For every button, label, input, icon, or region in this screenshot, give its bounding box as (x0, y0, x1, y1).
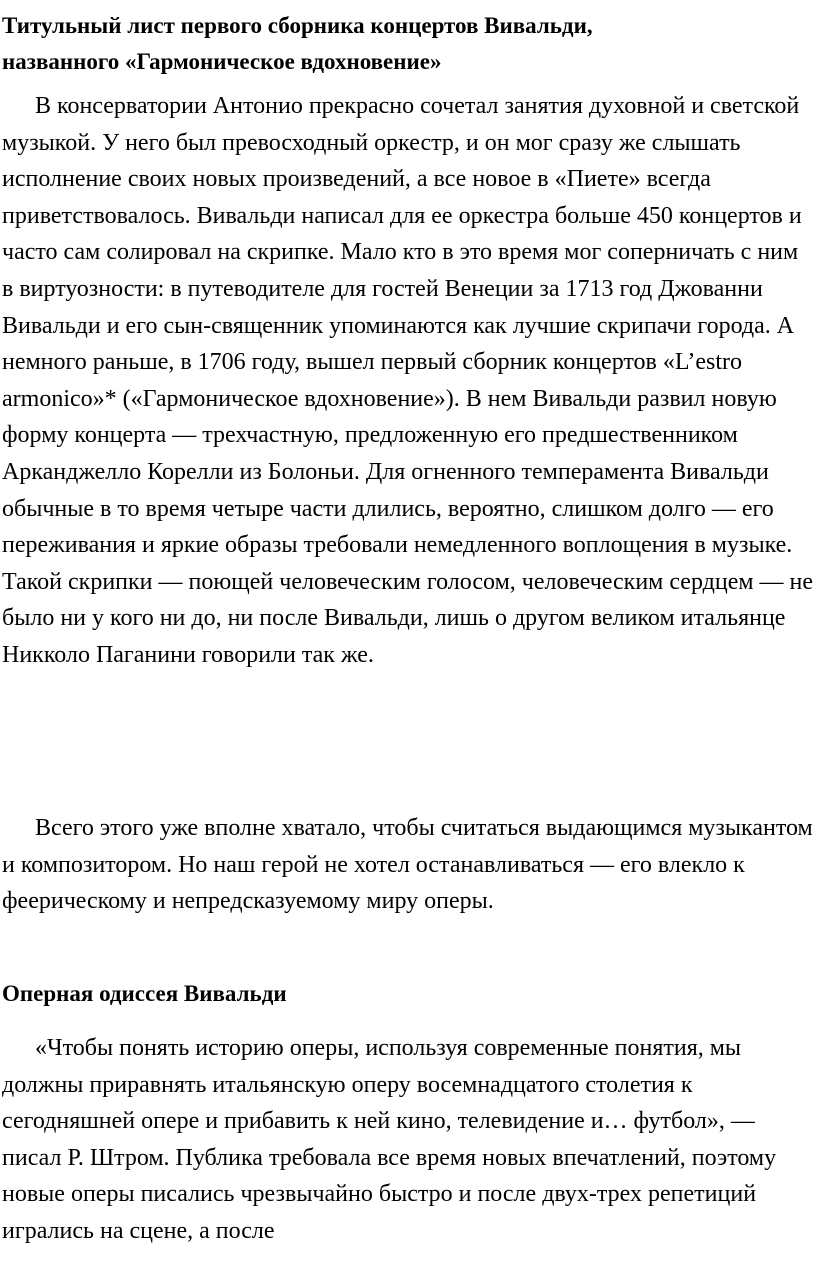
section-heading: Оперная одиссея Вивальди (2, 981, 287, 1006)
paragraph-conservatory: В консерватории Антонио прекрасно сочетал занятия духовной и светской музыкой. У него был превосходный оркестр, и он мог сразу же слышать исполнение своих новых произведений, а все новое в «Пиете» всегда приветствовалось. Вивальди написал для ее оркестра больше 450 концертов и часто сам солировал на скрипке. Мало кто в это время мог соперничать с ним в виртуозности: в путеводителе для гостей Венеции за 1713 год Джованни Вивальди и его сын-священник упоминаются как лучшие скрипачи города. А немного раньше, в 1706 году, вышел первый сборник концертов «L’estro armonico»* («Гармоническое вдохновение»). В нем Вивальди развил новую форму концерта — трехчастную, предложенную его предшественником Арканджелло Корелли из Болоньи. Для огненного темперамента Вивальди обычные в то время четыре части длились, вероятно, слишком долго — его переживания и яркие образы требовали немедленного воплощения в музыке. Такой скрипки — поющей человеческим голосом, человеческим сердцем — не было ни у кого ни до, ни после Вивальди, лишь о другом великом итальянце Никколо Паганини говорили так же. (2, 93, 814, 668)
paragraph-composer: Всего этого уже вполне хватало, чтобы считаться выдающимся музыкантом и композитором. Но наш герой не хотел останавливаться — его влекло к феерическому и непредсказуемому миру оперы. (2, 815, 813, 915)
caption-line-2: названного «Гармоническое вдохновение» (2, 49, 442, 74)
image-caption (2, 8, 812, 80)
caption-line-1: Титульный лист первого сборника концертов Вивальди, (2, 13, 593, 38)
paragraph-opera: «Чтобы понять историю оперы, используя современные понятия, мы должны приравнять итальянскую оперу восемнадцатого столетия к сегодняшней опере и прибавить к ней кино, телевидение и… футбол», — писал Р. Штром. Публика требовала все время новых впечатлений, поэтому новые оперы писались чрезвычайно быстро и после двух-трех репетиций игрались на сцене, а после (2, 1035, 777, 1244)
